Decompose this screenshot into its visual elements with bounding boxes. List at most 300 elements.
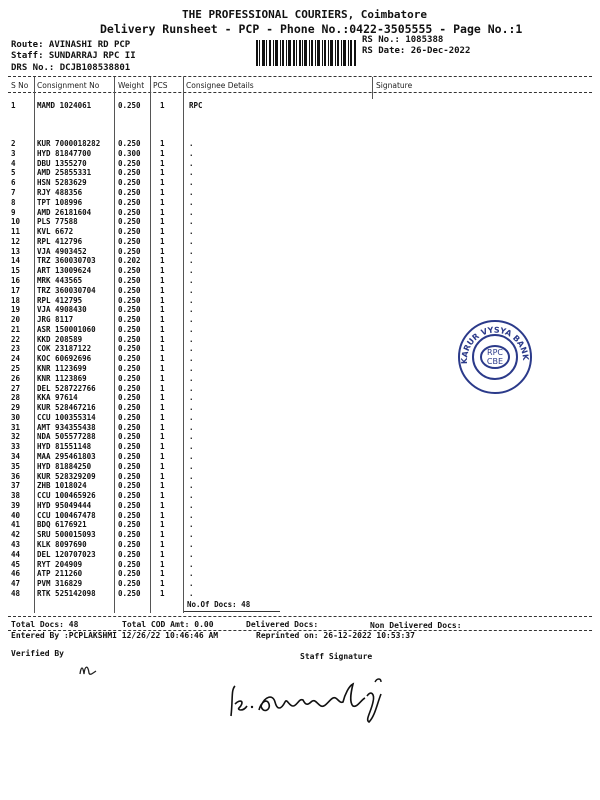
row-weight: 0.250: [118, 549, 141, 559]
row-pcs: 1: [160, 579, 165, 589]
row-consignee-details: .: [189, 559, 194, 569]
row-pcs: 1: [160, 334, 165, 344]
row-pcs: 1: [160, 227, 165, 236]
table-row: [0, 305, 600, 315]
row-pcs: 1: [160, 500, 165, 510]
table-row: [0, 139, 600, 149]
table-row: [0, 208, 600, 218]
row-sno: 19: [11, 305, 21, 315]
row-weight: 0.250: [118, 588, 141, 598]
table-row: [0, 198, 600, 208]
footer-top-rule: [8, 616, 592, 617]
row-sno: 29: [11, 403, 21, 413]
row-pcs: 1: [160, 559, 165, 569]
row-pcs: 1: [160, 363, 165, 373]
row-consignee-details: .: [189, 344, 194, 354]
row-pcs: 1: [160, 510, 165, 520]
row-weight: 0.250: [118, 393, 141, 403]
row-weight: 0.250: [118, 197, 141, 207]
row-sno: 39: [11, 500, 21, 510]
row-sno: 25: [11, 363, 21, 373]
row-consignee-details: .: [189, 197, 194, 207]
row-consignment-no: NDA 505577288: [37, 432, 96, 442]
row-consignment-no: KUR 7000018282: [37, 139, 101, 148]
row-consignment-no: PLS 77588: [37, 217, 78, 227]
table-row: [0, 569, 600, 579]
table-row: [0, 501, 600, 511]
table-row: [0, 217, 600, 227]
total-docs: Total Docs: 48: [11, 620, 79, 629]
row-pcs: 1: [160, 266, 165, 276]
row-pcs: 1: [160, 305, 165, 315]
row-consignment-no: HYD 81884250: [37, 461, 92, 471]
row-sno: 7: [11, 187, 16, 197]
row-sno: 44: [11, 549, 21, 559]
row-pcs: 1: [160, 207, 165, 217]
rs-date: RS Date: 26-Dec-2022: [362, 46, 471, 56]
row-pcs: 1: [160, 344, 165, 354]
row-consignee-details: .: [189, 452, 194, 461]
row-consignment-no: KKA 97614: [37, 393, 78, 403]
row-sno: 28: [11, 393, 21, 403]
row-consignment-no: ART 13009624: [37, 266, 92, 276]
rs-number: RS No.: 1085388: [362, 35, 444, 45]
row-sno: 5: [11, 168, 16, 178]
row-pcs: 1: [160, 403, 165, 413]
row-weight: 0.250: [118, 266, 141, 276]
row-consignee-details: .: [189, 334, 194, 344]
table-row: [0, 579, 600, 589]
row-sno: 43: [11, 540, 21, 549]
bank-stamp: [456, 318, 534, 396]
row-consignee-details: .: [189, 461, 194, 471]
row-pcs: 1: [160, 481, 165, 491]
row-sno: 27: [11, 383, 21, 393]
row-consignment-no: ATP 211260: [37, 569, 83, 579]
row-consignment-no: HYD 81847700: [37, 148, 92, 158]
row-sno: 40: [11, 510, 21, 520]
row-weight: 0.250: [118, 207, 141, 217]
row-weight: 0.250: [118, 422, 141, 432]
row-weight: 0.250: [118, 491, 141, 501]
row-pcs: 1: [160, 168, 165, 178]
row-consignee-details: .: [189, 481, 194, 491]
row-weight: 0.250: [118, 305, 141, 315]
row-pcs: 1: [160, 412, 165, 422]
table-row: [0, 442, 600, 452]
table-row: [0, 589, 600, 599]
row-consignment-no: MAA 295461803: [37, 452, 96, 461]
row-consignment-no: HYD 81551148: [37, 442, 92, 452]
row-pcs: 1: [160, 588, 165, 598]
barcode: [256, 40, 356, 66]
row-consignee-details: .: [189, 500, 194, 510]
row-sno: 15: [11, 266, 21, 276]
col-divider: [372, 77, 373, 99]
row-sno: 3: [11, 148, 16, 158]
verified-by-label: Verified By: [11, 649, 64, 658]
row-weight: 0.250: [118, 334, 141, 344]
row-sno: 21: [11, 324, 21, 334]
row-sno: 31: [11, 422, 21, 432]
row-consignment-no: RYT 204909: [37, 559, 83, 569]
row-weight: 0.250: [118, 403, 141, 413]
row-consignment-no: BDQ 6176921: [37, 520, 87, 530]
table-row: [0, 520, 600, 530]
row-consignee-details: .: [189, 373, 194, 383]
delivered-docs: Delivered Docs:: [246, 620, 319, 629]
row-pcs: 1: [160, 236, 165, 246]
col-header-consignment: Consignment No: [37, 81, 100, 90]
row-sno: 18: [11, 295, 21, 305]
row-consignee-details: .: [189, 383, 194, 393]
row-weight: 0.250: [118, 187, 141, 197]
row-consignment-no: KOC 60692696: [37, 354, 92, 364]
row-weight: 0.250: [118, 579, 141, 589]
row-weight: 0.250: [118, 295, 141, 305]
row-consignment-no: HYD 95049444: [37, 500, 92, 510]
row-pcs: 1: [160, 520, 165, 530]
reprinted-on: Reprinted on: 26-12-2022 10:53:37: [256, 631, 415, 640]
row-consignment-no: TPT 108996: [37, 197, 83, 207]
row-sno: 46: [11, 569, 21, 579]
row-consignment-no: RTK 525142098: [37, 588, 96, 598]
row-consignee-details: .: [189, 324, 194, 334]
row-weight: 0.250: [118, 246, 141, 256]
row-weight: 0.250: [118, 373, 141, 383]
row-consignment-no: DEL 528722766: [37, 383, 96, 393]
row-consignee-details: .: [189, 354, 194, 364]
row-sno: 33: [11, 442, 21, 452]
row-pcs: 1: [160, 295, 165, 305]
row-consignee-details: .: [189, 471, 194, 481]
row-consignee-details: .: [189, 540, 194, 549]
row-pcs: 1: [160, 569, 165, 579]
header-top-rule: [8, 76, 592, 77]
row-weight: 0.250: [118, 168, 141, 178]
row-consignment-no: AMD 25855331: [37, 168, 92, 178]
row-consignment-no: ZHB 1018024: [37, 481, 87, 491]
row-sno: 38: [11, 491, 21, 501]
row-weight: 0.250: [118, 559, 141, 569]
row-consignee-details: .: [189, 168, 194, 178]
row-weight: 0.300: [118, 148, 141, 158]
drs-number: DRS No.: DCJB108538801: [11, 63, 131, 73]
row-pcs: 1: [160, 139, 165, 148]
row-pcs: 1: [160, 158, 165, 168]
row-pcs: 1: [160, 354, 165, 364]
row-weight: 0.250: [118, 461, 141, 471]
row-sno: 35: [11, 461, 21, 471]
row-consignee-details: .: [189, 217, 194, 227]
row-weight: 0.250: [118, 354, 141, 364]
table-row: [0, 540, 600, 550]
svg-text:CBE: CBE: [486, 357, 504, 366]
table-row: [0, 159, 600, 169]
row-consignee-details: .: [189, 530, 194, 540]
row-consignment-no: RPL 412796: [37, 236, 83, 246]
table-row: [0, 432, 600, 442]
col-header-signature: Signature: [376, 81, 413, 90]
row-weight: 0.250: [118, 236, 141, 246]
row-weight: 0.250: [118, 530, 141, 540]
table-row: [0, 227, 600, 237]
row-pcs: 1: [160, 442, 165, 452]
table-row: [0, 256, 600, 266]
row-pcs: 1: [160, 275, 165, 285]
company-title: THE PROFESSIONAL COURIERS, Coimbatore: [182, 8, 428, 21]
row-consignment-no: MRK 443565: [37, 275, 83, 285]
row-sno: 45: [11, 559, 21, 569]
row-sno: 30: [11, 412, 21, 422]
row-weight: 0.250: [118, 383, 141, 393]
row-consignment-no: TRZ 360030703: [37, 256, 96, 266]
row-consignment-no: RJY 488356: [37, 187, 83, 197]
row-weight: 0.250: [118, 481, 141, 491]
row-consignment-no: SRU 500015093: [37, 530, 96, 540]
row-weight: 0.250: [118, 412, 141, 422]
row-pcs: 1: [160, 393, 165, 403]
row-pcs: 1: [160, 324, 165, 334]
table-row: [0, 178, 600, 188]
row-sno: 9: [11, 207, 16, 217]
row-sno: 2: [11, 139, 16, 148]
row-pcs: 1: [160, 432, 165, 442]
staff-signature-label: Staff Signature: [300, 652, 373, 661]
row-sno: 26: [11, 373, 21, 383]
row-weight: 0.250: [118, 432, 141, 442]
row-weight: 0.250: [118, 471, 141, 481]
row-consignment-no: HSN 5283629: [37, 178, 87, 188]
row-weight: 0.250: [118, 217, 141, 227]
row-consignee-details: .: [189, 422, 194, 432]
row-consignee-details: .: [189, 246, 194, 256]
table-row: [0, 403, 600, 413]
table-row: [0, 276, 600, 286]
row-sno: 23: [11, 344, 21, 354]
row-sno: 14: [11, 256, 21, 266]
row-weight: 0.250: [118, 442, 141, 452]
row-consignment-no: DBU 1355270: [37, 158, 87, 168]
row-pcs: 1: [160, 315, 165, 324]
row-consignee-details: .: [189, 236, 194, 246]
table-row: [0, 237, 600, 247]
row-consignee-details: .: [189, 442, 194, 452]
row-consignment-no: KUR 528467216: [37, 403, 96, 413]
row-sno: 12: [11, 236, 21, 246]
row-weight: 0.250: [118, 363, 141, 373]
row-consignment-no: KLK 8097690: [37, 540, 87, 549]
row-consignment-no: JRG 8117: [37, 315, 74, 324]
row-consignment-no: ASR 150001060: [37, 324, 96, 334]
row-consignment-no: AMD 26181604: [37, 207, 92, 217]
row-weight: 0.250: [118, 500, 141, 510]
table-row: [0, 462, 600, 472]
row-consignment-no: RPL 412795: [37, 295, 83, 305]
row-pcs: 1: [160, 530, 165, 540]
row-pcs: 1: [160, 178, 165, 188]
row-weight: 0.250: [118, 285, 141, 295]
row-consignee-details: .: [189, 295, 194, 305]
row-consignment-no: KNR 1123869: [37, 373, 87, 383]
row-pcs: 1: [160, 383, 165, 393]
row-weight: 0.250: [118, 275, 141, 285]
non-delivered-docs: Non Delivered Docs:: [370, 621, 462, 630]
row-consignment-no: KVL 6672: [37, 227, 74, 236]
row-weight: 0.250: [118, 178, 141, 188]
row-consignment-no: CCU 100467478: [37, 510, 96, 520]
row-sno: 36: [11, 471, 21, 481]
row-sno: 1: [11, 101, 16, 110]
row-pcs: 1: [160, 285, 165, 295]
row-weight: 0.250: [118, 569, 141, 579]
row-consignee-details: .: [189, 549, 194, 559]
row-pcs: 1: [160, 471, 165, 481]
row-pcs: 1: [160, 246, 165, 256]
row-sno: 37: [11, 481, 21, 491]
row-consignee-details: RPC: [189, 101, 203, 110]
row-consignee-details: .: [189, 315, 194, 324]
row-sno: 32: [11, 432, 21, 442]
row-sno: 22: [11, 334, 21, 344]
verifier-initials: [78, 660, 102, 678]
row-sno: 48: [11, 588, 21, 598]
row-consignee-details: .: [189, 139, 194, 148]
row-weight: 0.250: [118, 520, 141, 530]
row-weight: 0.250: [118, 344, 141, 354]
row-sno: 6: [11, 178, 16, 188]
row-consignee-details: .: [189, 285, 194, 295]
table-row: [0, 481, 600, 491]
staff-label: Staff: SUNDARRAJ RPC II: [11, 51, 136, 61]
row-sno: 42: [11, 530, 21, 540]
row-consignee-details: .: [189, 256, 194, 266]
row-pcs: 1: [160, 101, 165, 110]
row-pcs: 1: [160, 197, 165, 207]
row-consignee-details: .: [189, 178, 194, 188]
row-sno: 16: [11, 275, 21, 285]
row-consignment-no: DEL 120707023: [37, 549, 96, 559]
row-sno: 34: [11, 452, 21, 461]
col-header-details: Consignee Details: [186, 81, 254, 90]
table-row: [0, 266, 600, 276]
row-weight: 0.250: [118, 158, 141, 168]
row-sno: 13: [11, 246, 21, 256]
col-header-pcs: PCS: [153, 81, 168, 90]
row-consignment-no: KNR 1123699: [37, 363, 87, 373]
row-pcs: 1: [160, 148, 165, 158]
row-sno: 24: [11, 354, 21, 364]
row-weight: 0.250: [118, 227, 141, 236]
table-row: [0, 452, 600, 462]
row-pcs: 1: [160, 187, 165, 197]
table-row: [0, 550, 600, 560]
row-consignee-details: .: [189, 393, 194, 403]
row-consignment-no: VJA 4908430: [37, 305, 87, 315]
row-consignment-no: CCU 100465926: [37, 491, 96, 501]
row-consignee-details: .: [189, 266, 194, 276]
row-sno: 11: [11, 227, 21, 236]
svg-text:RPC: RPC: [487, 348, 503, 357]
row-consignee-details: .: [189, 363, 194, 373]
row-weight: 0.250: [118, 510, 141, 520]
row-consignment-no: KUR 528329209: [37, 471, 96, 481]
row-weight: 0.250: [118, 315, 141, 324]
row-pcs: 1: [160, 461, 165, 471]
table-row: [0, 423, 600, 433]
table-row: [0, 168, 600, 178]
table-row: [0, 530, 600, 540]
row-weight: 0.250: [118, 139, 141, 148]
row-sno: 17: [11, 285, 21, 295]
total-cod-amount: Total COD Amt: 0.00: [122, 620, 214, 629]
row-consignee-details: .: [189, 187, 194, 197]
row-weight: 0.250: [118, 324, 141, 334]
row-pcs: 1: [160, 549, 165, 559]
runsheet-subtitle: Delivery Runsheet - PCP - Phone No.:0422-3505555 - Page No.:1: [100, 22, 523, 36]
table-row: [0, 491, 600, 501]
table-row: [0, 413, 600, 423]
row-consignment-no: KKD 208589: [37, 334, 83, 344]
row-consignee-details: .: [189, 227, 194, 236]
row-consignee-details: .: [189, 207, 194, 217]
row-pcs: 1: [160, 256, 165, 266]
row-sno: 8: [11, 197, 16, 207]
row-consignment-no: AMT 934355438: [37, 422, 96, 432]
row-consignee-details: .: [189, 579, 194, 589]
row-consignee-details: .: [189, 520, 194, 530]
row-consignee-details: .: [189, 305, 194, 315]
row-pcs: 1: [160, 540, 165, 549]
row-consignee-details: .: [189, 491, 194, 501]
row-sno: 4: [11, 158, 16, 168]
no-of-docs-rule: [184, 611, 280, 612]
table-row: [0, 296, 600, 306]
table-row: [0, 560, 600, 570]
table-row: [0, 511, 600, 521]
no-of-docs: No.Of Docs: 48: [187, 600, 251, 609]
row-consignee-details: .: [189, 588, 194, 598]
row-consignee-details: .: [189, 510, 194, 520]
row-consignment-no: PVM 316829: [37, 579, 83, 589]
row-consignee-details: .: [189, 432, 194, 442]
row-consignee-details: .: [189, 412, 194, 422]
row-consignee-details: .: [189, 275, 194, 285]
row-pcs: 1: [160, 422, 165, 432]
row-consignee-details: .: [189, 158, 194, 168]
row-pcs: 1: [160, 452, 165, 461]
table-row: [0, 101, 600, 111]
row-pcs: 1: [160, 217, 165, 227]
row-consignment-no: COK 23187122: [37, 344, 92, 354]
row-consignment-no: VJA 4903452: [37, 246, 87, 256]
row-sno: 47: [11, 579, 21, 589]
table-row: [0, 286, 600, 296]
col-header-weight: Weight: [118, 81, 145, 90]
svg-text:KARUR VYSYA BANK: KARUR VYSYA BANK: [459, 325, 531, 365]
table-row: [0, 247, 600, 257]
col-header-sno: S No: [11, 81, 29, 90]
route-label: Route: AVINASHI RD PCP: [11, 40, 131, 50]
row-pcs: 1: [160, 373, 165, 383]
row-sno: 10: [11, 217, 21, 227]
row-consignment-no: TRZ 360030704: [37, 285, 96, 295]
row-sno: 41: [11, 520, 21, 530]
table-row: [0, 472, 600, 482]
row-consignee-details: .: [189, 403, 194, 413]
row-weight: 0.250: [118, 452, 141, 461]
row-consignment-no: MAMD 1024061: [37, 101, 92, 110]
